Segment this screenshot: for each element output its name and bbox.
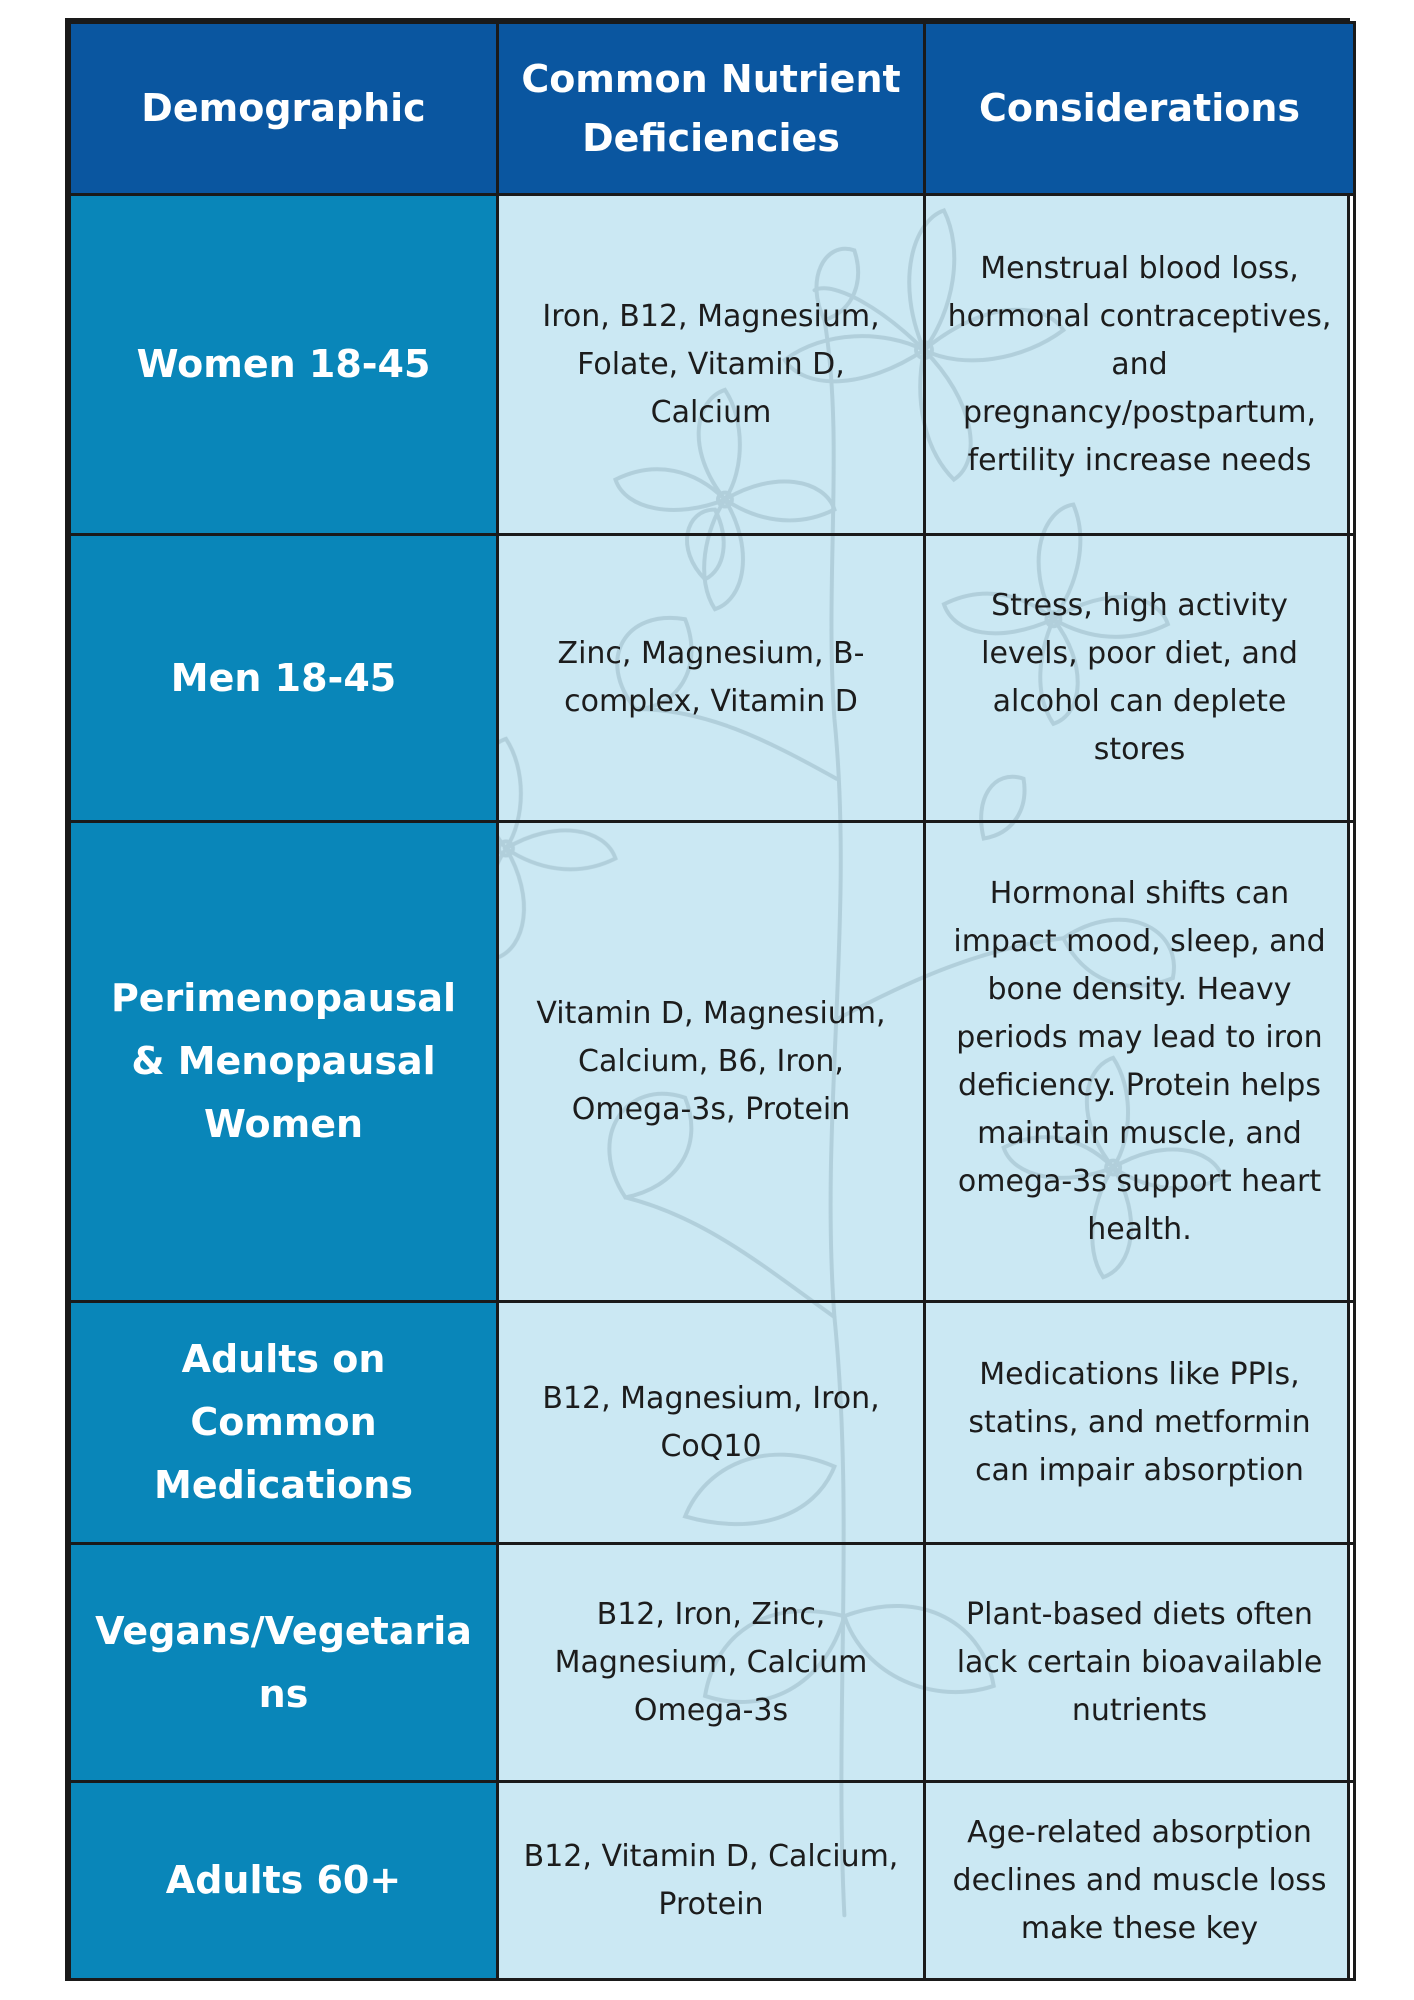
nutrient-deficiency-table-container xyxy=(65,18,1350,1981)
deficiencies-cell: B12, Magnesium, Iron, CoQ10 xyxy=(498,1302,925,1544)
header-demographic: Demographic xyxy=(70,23,498,195)
nutrient-deficiency-table xyxy=(68,21,1356,1981)
demographic-cell: Perimenopausal & Menopausal Women xyxy=(70,822,498,1302)
table-row xyxy=(70,822,1355,1302)
considerations-cell: Medications like PPIs, statins, and metformin can impair absorption xyxy=(925,1302,1355,1544)
considerations-cell: Menstrual blood loss, hormonal contraceptives, and pregnancy/postpartum, fertility increase needs xyxy=(925,195,1355,535)
considerations-cell: Hormonal shifts can impact mood, sleep, and bone density. Heavy periods may lead to iron deficiency. Protein helps maintain muscle, and omega-3s support heart health. xyxy=(925,822,1355,1302)
demographic-cell: Vegans/Vegetarians xyxy=(70,1544,498,1782)
deficiencies-cell: Zinc, Magnesium, B-complex, Vitamin D xyxy=(498,535,925,822)
deficiencies-cell: B12, Vitamin D, Calcium, Protein xyxy=(498,1782,925,1980)
considerations-cell: Plant-based diets often lack certain bioavailable nutrients xyxy=(925,1544,1355,1782)
table-row xyxy=(70,1302,1355,1544)
demographic-cell: Adults 60+ xyxy=(70,1782,498,1980)
header-considerations: Considerations xyxy=(925,23,1355,195)
demographic-cell: Adults on Common Medications xyxy=(70,1302,498,1544)
table-row xyxy=(70,535,1355,822)
table-row xyxy=(70,1782,1355,1980)
table-row xyxy=(70,1544,1355,1782)
table-header-row xyxy=(70,23,1355,195)
demographic-cell: Men 18-45 xyxy=(70,535,498,822)
considerations-cell: Stress, high activity levels, poor diet, and alcohol can deplete stores xyxy=(925,535,1355,822)
table-row xyxy=(70,195,1355,535)
deficiencies-cell: Vitamin D, Magnesium, Calcium, B6, Iron, Omega-3s, Protein xyxy=(498,822,925,1302)
header-common-nutrient-deficiencies: Common Nutrient Deficiencies xyxy=(498,23,925,195)
demographic-cell: Women 18-45 xyxy=(70,195,498,535)
considerations-cell: Age-related absorption declines and muscle loss make these key xyxy=(925,1782,1355,1980)
deficiencies-cell: Iron, B12, Magnesium, Folate, Vitamin D, Calcium xyxy=(498,195,925,535)
deficiencies-cell: B12, Iron, Zinc, Magnesium, Calcium Omega-3s xyxy=(498,1544,925,1782)
